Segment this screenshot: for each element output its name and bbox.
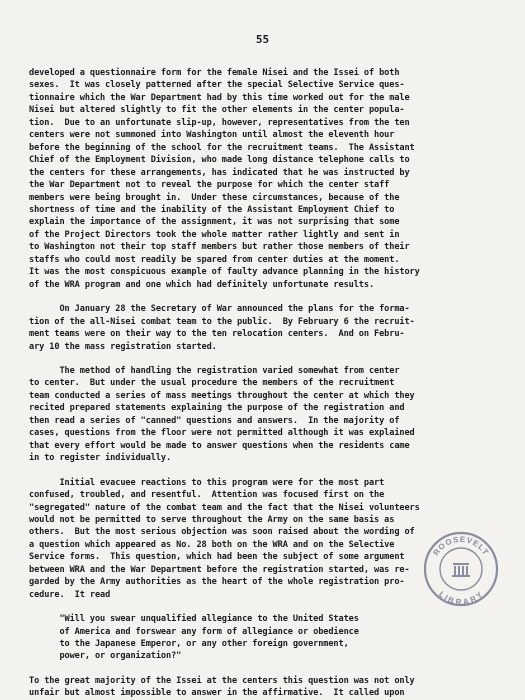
text-line: then read a series of "canned" questions and answers. In the majority of [29,415,400,426]
text-line: team conducted a series of mass meetings throughout the center at which they [29,390,415,401]
text-line: developed a questionnaire form for the female Nisei and the Issei of both [29,68,400,78]
text-line: to center. But under the usual procedure the members of the recruitment [29,378,395,389]
text-line: cases, questions from the floor were not permitted although it was explained [29,428,415,439]
svg-text:ROOSEVELT [431,535,490,557]
text-line: tionnaire which the War Department had by this time worked out for the male [29,92,410,103]
paragraph-gap [29,291,495,303]
text-line: shortness of time and the inability of the Assistant Employment Chief to [29,204,395,215]
text-line: Nisei but altered slightly to fit the other elements in the center popula- [29,105,405,116]
text-line: tion of the all-Nisei combat team to the public. By February 6 the recruit- [29,316,415,327]
text-line: sexes. It was closely patterned after the special Selective Service ques- [29,80,405,91]
text-line: garded by the Army authorities as the heart of the whole registration pro- [29,577,405,588]
text-line: staffs who could most readily be spared from center duties at the moment. [29,254,400,265]
page-number: 55 [255,33,270,46]
library-stamp [422,530,500,608]
paragraph-gap [29,663,495,675]
paragraph-1 [29,67,495,291]
text-line: cedure. It read [29,589,111,600]
paragraph-6 [29,675,495,700]
text-line: the War Department not to reveal the purpose for which the center staff [29,180,390,191]
text-line: of the WRA program and one which had definitely unfortunate results. [29,279,375,290]
text-line: "segregated" nature of the combat team and the fact that the Nisei volunteers [29,502,420,513]
quote-line: of America and forswear any form of allegiance or obedience [29,626,359,637]
text-line: of the Project Directors took the whole matter rather lightly and sent in [29,229,400,240]
text-line: in to register individually. [29,453,172,464]
quote-line: power, or organization?" [29,651,182,662]
text-line: Service forms. This question, which had been the subject of some argument [29,552,405,563]
text-line: a question which appeared as No. 28 both on the WRA and on the Selective [29,539,395,550]
text-line: the centers for these arrangements, has indicated that he was instructed by [29,167,410,178]
text-line: Initial evacuee reactions to this program were for the most part [29,477,385,488]
text-line: that every effort would be made to answer questions when the residents came [29,440,410,451]
stamp-top-text: ROOSEVELT [431,534,491,558]
paragraph-3 [29,365,495,465]
text-line: between WRA and the War Department before the registration started, was re- [29,564,410,575]
text-line: To the great majority of the Issei at the centers this question was not only [29,675,415,686]
text-line: to Washington not their top staff members but rather those members of their [29,242,410,253]
text-line: Chief of the Employment Division, who made long distance telephone calls to [29,155,410,166]
text-line: The method of handling the registration varied somewhat from center [29,365,400,376]
text-line: tion. Due to an unfortunate slip-up, however, representatives from the ten [29,117,410,128]
text-line: confused, troubled, and resentful. Attention was focused first on the [29,490,385,501]
quote-line: "Will you swear unqualified allegiance to the United States [29,614,359,625]
svg-text:LIBRARY [437,590,485,607]
stamp-bottom-text: LIBRARY [437,589,485,607]
text-line: members were being brought in. Under these circumstances, because of the [29,192,400,203]
paragraph-gap [29,465,495,477]
text-line: before the beginning of the school for the recruitment teams. The Assistant [29,142,415,153]
text-line: others. But the most serious objection was soon raised about the wording of [29,527,415,538]
block-quote [29,613,495,663]
paragraph-2 [29,303,495,353]
text-line: would not be permitted to serve throughout the Army on the same basis as [29,514,395,525]
text-line: ary 10 the mass registration started. [29,341,217,352]
text-line: ment teams were on their way to the ten relocation centers. And on Febru- [29,329,405,340]
text-line: centers were not summoned into Washington until almost the eleventh hour [29,130,395,141]
paragraph-gap [29,353,495,365]
text-line: recited prepared statements explaining the purpose of the registration and [29,403,405,414]
text-line: On January 28 the Secretary of War announced the plans for the forma- [29,304,410,315]
text-line: It was the most conspicuous example of faulty advance planning in the history [29,267,420,278]
quote-line: to the Japanese Emperor, or any other foreign government, [29,639,349,650]
text-line: unfair but almost impossible to answer in the affirmative. It called upon [29,688,405,699]
text-line: explain the importance of the assignment, it was not surprising that some [29,217,400,228]
stamp-inner-ring [440,548,482,590]
stamp-emblem-icon [452,563,470,577]
